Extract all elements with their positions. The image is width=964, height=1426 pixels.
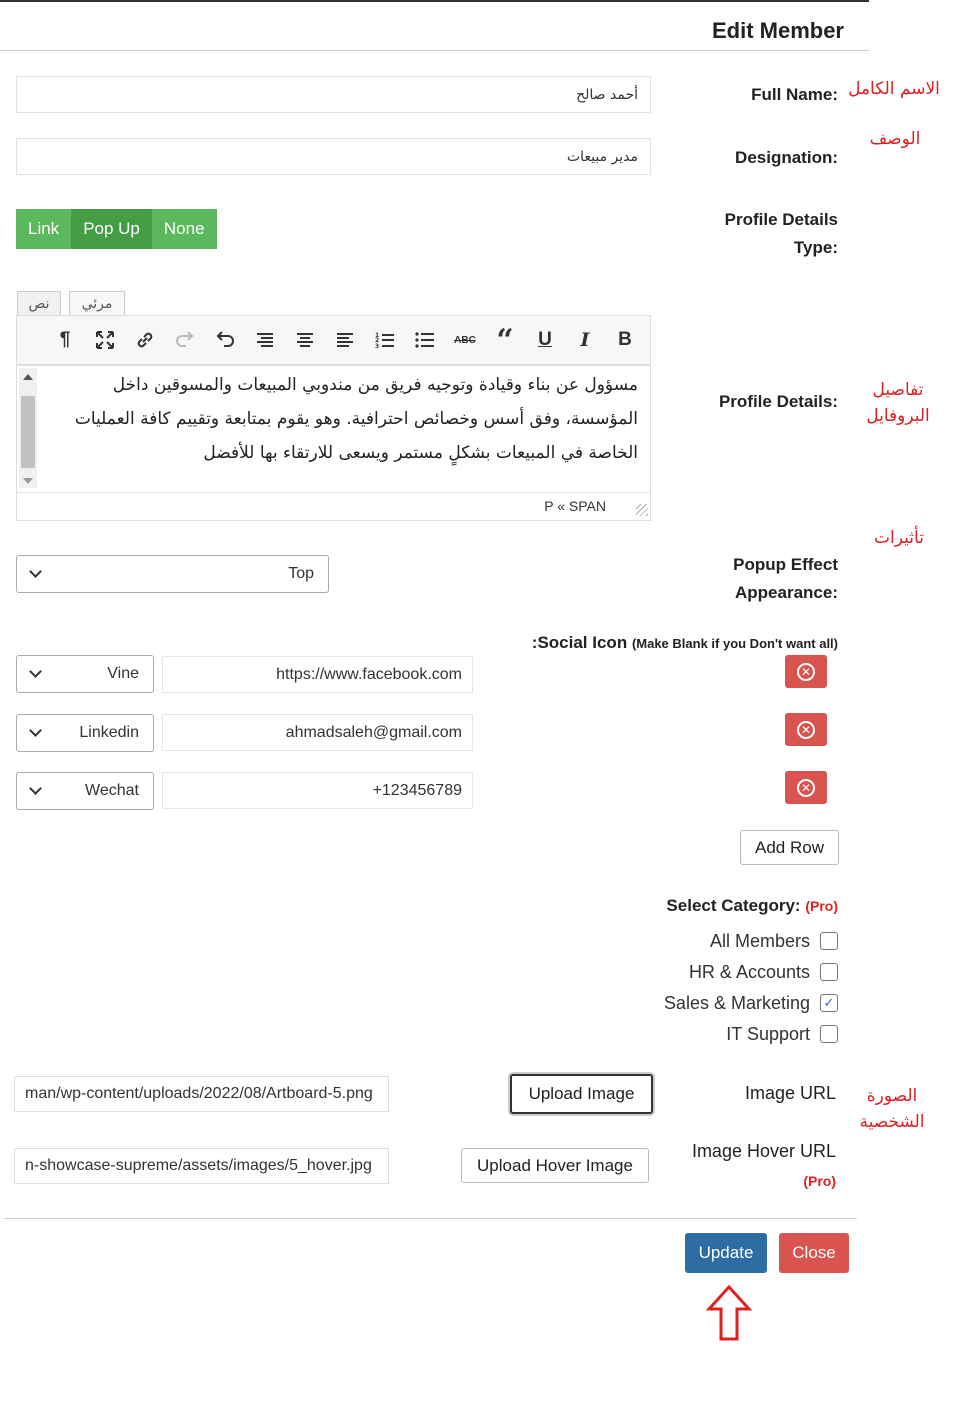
category-option[interactable] (710, 927, 838, 955)
social-icon-hint: (Make Blank if you Don't want all) (631, 636, 838, 651)
popup-effect-select[interactable] (16, 555, 329, 593)
popup-effect-label (733, 551, 838, 607)
social-network-select[interactable] (16, 714, 154, 752)
category-checkbox[interactable] (820, 963, 838, 981)
editor-scrollbar[interactable] (19, 368, 37, 488)
category-name: HR & Accounts (688, 961, 810, 982)
align-left-icon[interactable] (325, 321, 365, 359)
popup-effect-label-line2: Appearance: (735, 583, 838, 602)
resize-handle-icon[interactable] (636, 504, 648, 516)
social-icon-label-text: Social Icon (537, 633, 628, 652)
designation-input[interactable]: مدير مبيعات (16, 138, 651, 175)
blockquote-icon[interactable]: “ (496, 322, 514, 358)
undo-icon[interactable] (205, 321, 245, 359)
popup-effect-label-line1: Popup Effect (733, 555, 838, 574)
annotation-profile-image-line2: الشخصية (859, 1112, 925, 1132)
social-url-input[interactable]: https://www.facebook.com (162, 656, 473, 693)
editor-line: مسؤول عن بناء وقيادة وتوجيه فريق من مندوبي المبيعات والمسوقين داخل (112, 375, 638, 395)
align-right-icon[interactable] (245, 321, 285, 359)
profile-details-type-toggle (16, 209, 217, 249)
annotation-designation: الوصف (869, 129, 921, 149)
chevron-down-icon (29, 782, 42, 795)
remove-row-button[interactable] (785, 771, 827, 804)
editor-line: المؤسسة، وفق أسس وخصائص احترافية. وهو يقوم بمتابعة وتقييم كافة العمليات (74, 409, 638, 429)
chevron-down-icon (29, 565, 42, 578)
editor-line: الخاصة في المبيعات بشكلٍ مستمر ويسعى للارتقاء بها للأفضل (203, 443, 638, 463)
fullscreen-icon[interactable] (85, 321, 125, 359)
numbered-list-icon[interactable] (365, 321, 405, 359)
social-network-select[interactable] (16, 655, 154, 693)
scroll-up-icon[interactable] (23, 374, 33, 380)
type-option-link[interactable]: Link (16, 209, 71, 249)
annotation-profile-details-line2: البروفايل (866, 406, 930, 426)
pro-badge: (Pro) (805, 898, 838, 914)
chevron-down-icon (29, 724, 42, 737)
category-option[interactable] (689, 958, 838, 986)
annotation-profile-image (844, 1083, 940, 1135)
annotation-profile-details-line1: تفاصيل (872, 380, 924, 400)
social-network-select[interactable] (16, 772, 154, 810)
category-name: IT Support (726, 1023, 810, 1044)
annotation-popup-effects: تأثيرات (874, 528, 924, 548)
bold-icon[interactable]: B (618, 329, 632, 350)
category-option[interactable] (664, 989, 838, 1017)
close-circle-icon: ✕ (797, 721, 815, 739)
upload-hover-image-button[interactable]: Upload Hover Image (461, 1148, 649, 1183)
full-name-input[interactable]: أحمد صالح (16, 76, 651, 113)
profile-details-type-label-line2: Type: (793, 238, 838, 257)
category-name: Sales & Marketing (663, 992, 810, 1013)
designation-label: Designation: (735, 148, 838, 167)
scroll-down-icon[interactable] (23, 478, 33, 484)
svg-text:1: 1 (375, 332, 380, 339)
select-category-text: Select Category: (666, 896, 801, 915)
svg-text:2: 2 (375, 337, 380, 344)
social-icon-label (532, 633, 838, 653)
strikethrough-icon[interactable]: ABC (454, 334, 476, 346)
category-option[interactable] (726, 1020, 838, 1048)
profile-details-type-label (725, 206, 838, 262)
svg-text:3: 3 (375, 343, 380, 349)
scroll-thumb[interactable] (21, 396, 35, 468)
full-name-label: Full Name: (751, 85, 838, 104)
social-network-value: Wechat (85, 782, 139, 799)
italic-icon[interactable]: I (580, 329, 590, 351)
annotation-profile-details (848, 377, 948, 429)
social-url-input[interactable]: ahmadsaleh@gmail.com (162, 714, 473, 751)
type-option-popup[interactable]: Pop Up (71, 209, 152, 249)
popup-effect-value: Top (288, 565, 314, 582)
type-option-none[interactable]: None (152, 209, 217, 249)
tab-visual[interactable]: مرئي (69, 291, 125, 316)
remove-row-button[interactable] (785, 713, 827, 746)
image-hover-url-input[interactable]: n-showcase-supreme/assets/images/5_hover.jpg (14, 1148, 389, 1184)
close-circle-icon: ✕ (797, 663, 815, 681)
close-circle-icon: ✕ (797, 779, 815, 797)
update-button[interactable]: Update (685, 1233, 767, 1273)
editor-element-path: P « SPAN (544, 498, 606, 514)
remove-row-button[interactable] (785, 655, 827, 688)
dialog-top-border (0, 0, 869, 2)
image-hover-url-label: Image Hover URL (691, 1141, 836, 1161)
editor-status-divider (17, 492, 650, 493)
category-name: All Members (709, 930, 810, 951)
add-row-button[interactable]: Add Row (740, 830, 839, 865)
annotation-profile-image-line1: الصورة (866, 1086, 918, 1106)
paragraph-direction-icon[interactable]: ¶ (59, 329, 71, 350)
close-button[interactable]: Close (779, 1233, 849, 1273)
category-checkbox[interactable]: ✓ (820, 994, 838, 1012)
arrow-up-icon (706, 1284, 752, 1342)
tab-text[interactable]: نص (17, 291, 61, 316)
redo-icon[interactable] (165, 321, 205, 359)
upload-image-button[interactable]: Upload Image (510, 1074, 653, 1114)
hover-pro-badge: (Pro) (803, 1173, 836, 1189)
link-icon[interactable] (125, 321, 165, 359)
social-url-input[interactable]: +123456789 (162, 772, 473, 809)
bullet-list-icon[interactable] (405, 321, 445, 359)
image-url-label: Image URL (744, 1083, 836, 1103)
profile-details-type-label-line1: Profile Details (724, 210, 838, 229)
category-checkbox[interactable] (820, 932, 838, 950)
social-icon-label-suffix: : (531, 633, 538, 652)
social-network-value: Vine (107, 665, 139, 682)
profile-details-label: Profile Details: (718, 392, 838, 411)
align-center-icon[interactable] (285, 321, 325, 359)
profile-details-editor[interactable] (16, 365, 651, 521)
footer-divider (4, 1218, 857, 1219)
header-divider (0, 50, 869, 51)
category-checkbox[interactable] (820, 1025, 838, 1043)
annotation-full-name: الاسم الكامل (848, 79, 940, 99)
social-network-value: Linkedin (79, 724, 139, 741)
chevron-down-icon (29, 665, 42, 678)
select-category-label (666, 896, 838, 916)
editor-toolbar (16, 315, 651, 365)
image-url-input[interactable]: man/wp-content/uploads/2022/08/Artboard-5.png (14, 1076, 389, 1112)
editor-content[interactable] (41, 368, 638, 470)
underline-icon[interactable]: U (538, 329, 552, 350)
dialog-title: Edit Member (711, 18, 844, 43)
